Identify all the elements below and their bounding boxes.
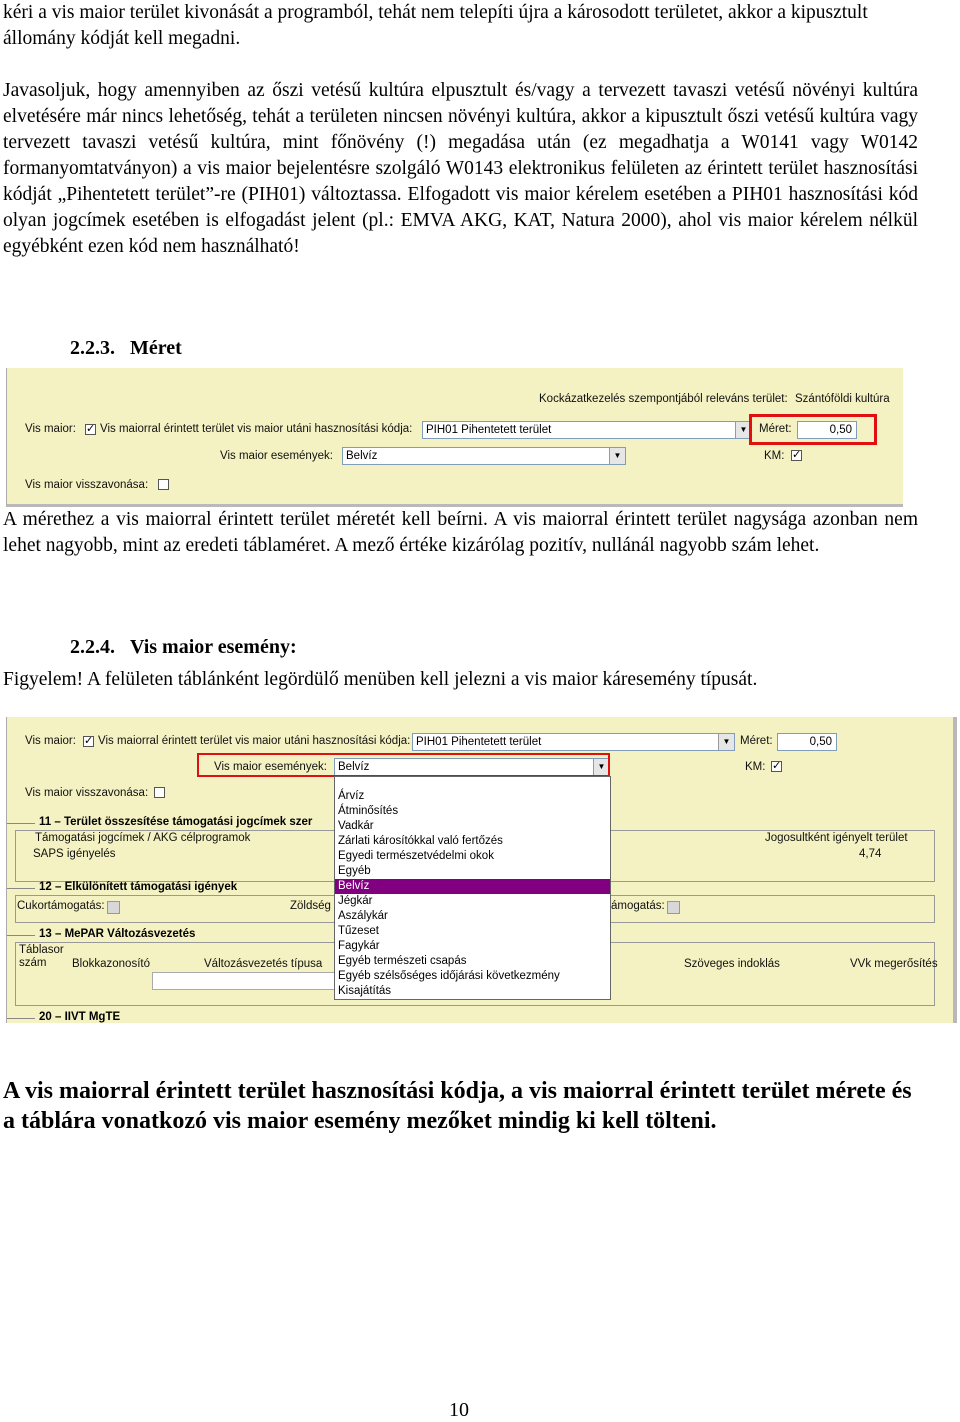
events-select[interactable] <box>342 447 626 465</box>
dropdown-option[interactable]: Kisajátítás <box>338 985 392 997</box>
dropdown-option[interactable]: Vadkár <box>338 820 374 832</box>
vis-maior-label: Vis maior: <box>25 735 76 747</box>
size-value: 0,50 <box>829 424 852 436</box>
screenshot-edge <box>953 717 957 1023</box>
heading-2-2-3 <box>70 337 182 360</box>
chevron-down-icon[interactable]: ▼ <box>593 759 609 775</box>
risk-area-value: Szántóföldi kultúra <box>795 393 890 405</box>
km-label: KM: <box>764 450 785 462</box>
eligible-area-label: Jogosultként igényelt terület <box>765 832 908 844</box>
advice-paragraph <box>3 78 918 260</box>
section-11-subheader: Támogatási jogcímek / AKG célprogramok <box>35 832 251 844</box>
final-text: A vis maiorral érintett terület hasznosítási kódja, a vis maiorral érintett terület mérete és a táblára vonatkozó vis maior esemény mezőket mindig ki kell tölteni. <box>3 1078 912 1134</box>
chevron-down-icon[interactable]: ▼ <box>718 734 734 750</box>
usage-code-label: Vis maiorral érintett terület vis maior utáni hasznosítási kódja: <box>98 735 411 747</box>
size-label: Méret: <box>759 423 792 435</box>
withdraw-checkbox[interactable] <box>154 787 165 798</box>
section-divider <box>7 935 35 936</box>
events-value: Belvíz <box>346 450 378 462</box>
dropdown-option[interactable]: Tűzeset <box>338 925 379 937</box>
form-screenshot-size <box>6 368 903 507</box>
usage-code-select[interactable] <box>412 733 735 751</box>
col-row-number: Táblasor szám <box>19 944 64 969</box>
vegetable-label: Zöldség <box>290 900 331 912</box>
vis-maior-checkbox[interactable] <box>83 736 94 747</box>
intro-paragraph <box>3 0 918 52</box>
dropdown-option[interactable]: Árvíz <box>338 790 365 802</box>
dropdown-option[interactable]: Zárlati károsítókkal való fertőzés <box>338 835 503 847</box>
section-12-title: 12 – Elkülönített támogatási igények <box>39 881 238 893</box>
col-change-type: Változásvezetés típusa <box>204 958 323 970</box>
withdraw-label: Vis maior visszavonása: <box>25 479 149 491</box>
chevron-down-icon[interactable]: ▼ <box>735 422 751 438</box>
km-label: KM: <box>745 761 766 773</box>
usage-code-label: Vis maiorral érintett terület vis maior utáni hasznosítási kódja: <box>100 423 413 435</box>
change-type-input[interactable] <box>152 972 342 990</box>
warning-text: Figyelem! A felületen táblánként legördülő menüben kell jelezni a vis maior káresemény típusát. <box>3 669 758 690</box>
km-checkbox[interactable] <box>791 450 802 461</box>
section-divider <box>7 1018 35 1019</box>
vis-maior-checkbox[interactable] <box>85 424 96 435</box>
col-text-reason: Szöveges indoklás <box>684 958 780 970</box>
events-label: Vis maior események: <box>214 761 327 773</box>
section-13-title: 13 – MePAR Változásvezetés <box>39 928 196 940</box>
section-11-title: 11 – Terület összesítése támogatási jogcímek szer <box>39 816 313 828</box>
dropdown-option[interactable]: Aszálykár <box>338 910 388 922</box>
dropdown-spacer <box>335 777 610 789</box>
usage-code-value: PIH01 Pihentetett terület <box>416 736 542 748</box>
dropdown-option[interactable]: Egyedi természetvédelmi okok <box>338 850 494 862</box>
heading-title: Méret <box>130 337 182 359</box>
page-number: 10 <box>449 1399 469 1421</box>
dropdown-option[interactable]: Egyéb szélsőséges időjárási következmény <box>338 970 560 982</box>
size-value: 0,50 <box>809 736 832 748</box>
sugar-support-checkbox[interactable] <box>107 901 120 914</box>
section-divider <box>7 823 35 824</box>
risk-area-label: Kockázatkezelés szempontjából releváns terület: <box>539 393 788 405</box>
usage-code-select[interactable] <box>422 421 752 439</box>
saps-label: SAPS igényelés <box>33 848 116 860</box>
events-label: Vis maior események: <box>220 450 333 462</box>
withdraw-label: Vis maior visszavonása: <box>25 787 149 799</box>
support-checkbox[interactable] <box>667 901 680 914</box>
section-divider <box>7 888 35 889</box>
final-paragraph <box>3 1076 918 1136</box>
advice-text: Javasoljuk, hogy amennyiben az őszi vetésű kultúra elpusztult és/vagy a tervezett tavaszi vetésű növényi kultúra elvetésére már nincs lehetőség, tehát a területen nincsen növényi kultúra, akkor a kipusztult őszi vetésű kultúra vagy tervezett tavaszi vetésű kultúra, mint főnövény (!) megadása után (ez megadhatja a W0141 vagy W0142 formanyomtatványon) a vis maior bejelentésre szolgáló W0143 elektronikus felületen az érintett terület hasznosítási kódját „Pihentetett terület”-re (PIH01) változtassa. Elfogadott vis maior kérelem esetében a PIH01 hasznosítási kód olyan jogcímek esetében is elfogadást jelent (pl.: EMVA AKG, KAT, Natura 2000), ahol vis maior kérelem nélkül egyébként ezen kód nem használható! <box>3 80 918 257</box>
km-checkbox[interactable] <box>771 761 782 772</box>
section-20-title: 20 – IIVT MgTE <box>39 1011 121 1023</box>
size-label: Méret: <box>740 735 773 747</box>
heading-number: 2.2.4. <box>70 636 115 658</box>
highlight-events-box <box>197 753 610 777</box>
usage-code-value: PIH01 Pihentetett terület <box>426 424 552 436</box>
highlight-size-box <box>749 414 877 445</box>
eligible-area-value: 4,74 <box>859 848 882 860</box>
sugar-support-label: Cukortámogatás: <box>17 900 105 912</box>
dropdown-option[interactable]: Belvíz <box>335 879 610 894</box>
heading-number: 2.2.3. <box>70 337 115 359</box>
support-label: ámogatás: <box>611 900 665 912</box>
events-value: Belvíz <box>338 761 370 773</box>
size-paragraph <box>3 507 918 559</box>
dropdown-option[interactable]: Fagykár <box>338 940 380 952</box>
chevron-down-icon[interactable]: ▼ <box>609 448 625 464</box>
form-screenshot-events <box>6 717 957 1023</box>
col-confirmation: VVk megerősítés <box>850 958 938 970</box>
vis-maior-label: Vis maior: <box>25 423 76 435</box>
events-dropdown-list[interactable] <box>334 776 611 1000</box>
dropdown-option[interactable]: Átminősítés <box>338 805 399 817</box>
col-block-id: Blokkazonosító <box>72 958 150 970</box>
heading-2-2-4 <box>70 636 297 659</box>
size-text: A mérethez a vis maiorral érintett terület méretét kell beírni. A vis maiorral érintett terület nagysága azonban nem lehet nagyobb, mint az eredeti táblaméret. A mező értéke kizárólag pozitív, nullánál nagyobb szám lehet. <box>3 509 918 556</box>
size-input[interactable] <box>777 733 837 751</box>
dropdown-option[interactable]: Egyéb <box>338 865 371 877</box>
withdraw-checkbox[interactable] <box>158 479 169 490</box>
intro-text: kéri a vis maior terület kivonását a programból, tehát nem telepíti újra a károsodott területet, akkor a kipusztult állomány kódját kell megadni. <box>3 2 868 49</box>
heading-title: Vis maior esemény: <box>130 636 297 658</box>
dropdown-option[interactable]: Jégkár <box>338 895 373 907</box>
dropdown-option[interactable]: Egyéb természeti csapás <box>338 955 467 967</box>
warning-paragraph <box>3 667 918 693</box>
